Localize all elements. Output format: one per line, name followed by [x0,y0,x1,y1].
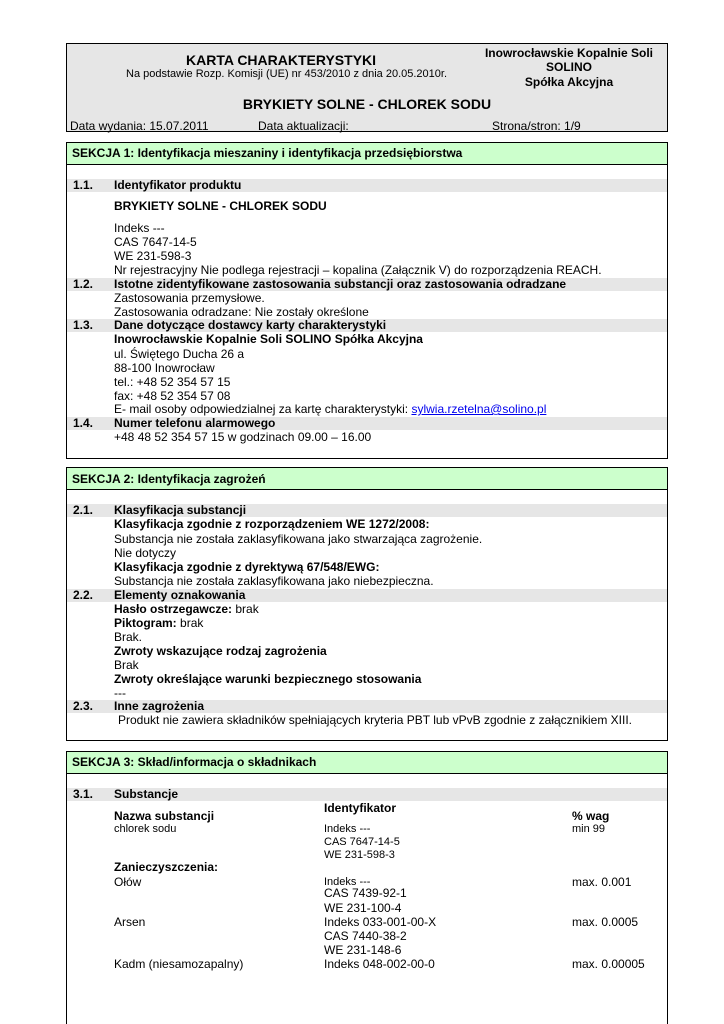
update-date: Data aktualizacji: [258,119,349,133]
subsection-heading: Elementy oznakowania [114,588,246,602]
substance-name: chlorek sodu [114,823,177,835]
impurity-cas: CAS 7439-92-1 [324,886,407,900]
supplier-phone: tel.: +48 52 354 57 15 [114,375,231,389]
impurity-index: Indeks 033-001-00-X [324,915,437,929]
usage-line: Zastosowania przemysłowe. [114,291,265,305]
pictogram-label: Piktogram: [114,616,177,630]
impurity-cas: CAS 7440-38-2 [324,929,407,943]
registration-line: Nr rejestracyjny Nie podlega rejestracji – kopalina (Załącznik V) do rozporządzenia REACH. [114,263,602,277]
section-number: 1.2. [73,277,94,291]
section-1-title: SEKCJA 1: Identyfikacja mieszaniny i identyfikacja przedsiębiorstwa [72,146,463,160]
precautionary-value: --- [114,686,126,700]
column-header-name: Nazwa substancji [114,809,215,823]
substance-cas: CAS 7647-14-5 [324,836,400,848]
product-identifier: BRYKIETY SOLNE - CHLOREK SODU [114,199,327,213]
labelling-text: Brak. [114,630,143,644]
cas-line: CAS 7647-14-5 [114,235,197,249]
email-link[interactable]: sylwia.rzetelna@solino.pl [411,402,547,416]
section-number: 1.3. [73,318,94,332]
signal-word-label: Hasło ostrzegawcze: [114,602,233,616]
section-3-title: SEKCJA 3: Skład/informacja o składnikach [72,755,317,769]
signal-word-line [114,603,259,616]
classification-text: Substancja nie została zaklasyfikowana jako stwarzająca zagrożenie. [114,532,483,546]
subsection-heading: Substancje [114,787,179,801]
impurity-index: Indeks --- [324,876,371,888]
discouraged-usage-line: Zastosowania odradzane: Nie zostały określone [114,305,369,319]
emergency-phone: +48 48 52 354 57 15 w godzinach 09.00 – 16.00 [114,430,372,444]
issue-date: Data wydania: 15.07.2011 [70,119,209,133]
index-line: Indeks --- [114,221,165,235]
section-2-title: SEKCJA 2: Identyfikacja zagrożeń [72,472,266,486]
page-indicator: Strona/stron: 1/9 [492,119,581,133]
pictogram-value: brak [176,616,204,630]
classification-text: Substancja nie została zaklasyfikowana jako niebezpieczna. [114,574,434,588]
impurity-name: Arsen [114,915,146,929]
section-number: 1.1. [73,178,94,192]
we-line: WE 231-598-3 [114,249,192,263]
impurity-we: WE 231-100-4 [324,901,402,915]
signal-word-value: brak [232,602,259,616]
hazard-statements-heading: Zwroty wskazujące rodzaj zagrożenia [114,644,327,658]
substance-weight: min 99 [572,823,606,835]
substance-index: Indeks --- [324,823,371,835]
section-number: 3.1. [73,787,94,801]
section-number: 2.3. [73,699,94,713]
column-header-weight: % wag [572,809,610,823]
column-header-identifier: Identyfikator [324,801,397,815]
impurity-weight: max. 0.00005 [572,957,645,971]
subsection-heading: Klasyfikacja substancji [114,503,247,517]
classification-heading: Klasyfikacja zgodnie z dyrektywą 67/548/EWG: [114,560,380,574]
company-line-3: Spółka Akcyjna [524,75,614,89]
document-subtitle: Na podstawie Rozp. Komisji (UE) nr 453/2010 z dnia 20.05.2010r. [126,68,448,80]
document-title: KARTA CHARAKTERYSTYKI [186,52,377,68]
supplier-name: Inowrocławskie Kopalnie Soli SOLINO Spółka Akcyjna [114,332,423,346]
hazard-statements-value: Brak [114,658,139,672]
impurity-weight: max. 0.001 [572,875,632,889]
email-label: E- mail osoby odpowiedzialnej za kartę charakterystyki: [114,402,412,416]
impurity-index: Indeks 048-002-00-0 [324,957,435,971]
company-line-1: Inowrocławskie Kopalnie Soli [484,46,654,60]
supplier-fax: fax: +48 52 354 57 08 [114,389,231,403]
classification-text: Nie dotyczy [114,546,177,560]
section-number: 2.1. [73,503,94,517]
section-number: 1.4. [73,416,94,430]
subsection-heading: Dane dotyczące dostawcy karty charakterystyki [114,318,387,332]
email-line [114,403,546,416]
other-hazards-text: Produkt nie zawiera składników spełniających kryteria PBT lub vPvB zgodnie z załącznikiem XIII. [118,713,633,727]
impurity-we: WE 231-148-6 [324,943,402,957]
subsection-heading: Identyfikator produktu [114,178,242,192]
substance-we: WE 231-598-3 [324,849,395,861]
pictogram-line [114,617,203,630]
supplier-city: 88-100 Inowrocław [114,361,215,375]
impurity-weight: max. 0.0005 [572,915,639,929]
impurity-name: Kadm (niesamozapalny) [114,957,244,971]
impurities-heading: Zanieczyszczenia: [114,860,219,874]
product-name-header: BRYKIETY SOLNE - CHLOREK SODU [242,96,492,112]
precautionary-heading: Zwroty określające warunki bezpiecznego stosowania [114,672,422,686]
company-line-2: SOLINO [545,60,592,74]
impurity-name: Ołów [114,875,142,889]
subsection-heading: Inne zagrożenia [114,699,205,713]
subsection-heading: Istotne zidentyfikowane zastosowania substancji oraz zastosowania odradzane [114,277,567,291]
supplier-street: ul. Świętego Ducha 26 a [114,347,245,361]
section-number: 2.2. [73,588,94,602]
subsection-heading: Numer telefonu alarmowego [114,416,276,430]
classification-heading: Klasyfikacja zgodnie z rozporządzeniem WE 1272/2008: [114,517,430,531]
